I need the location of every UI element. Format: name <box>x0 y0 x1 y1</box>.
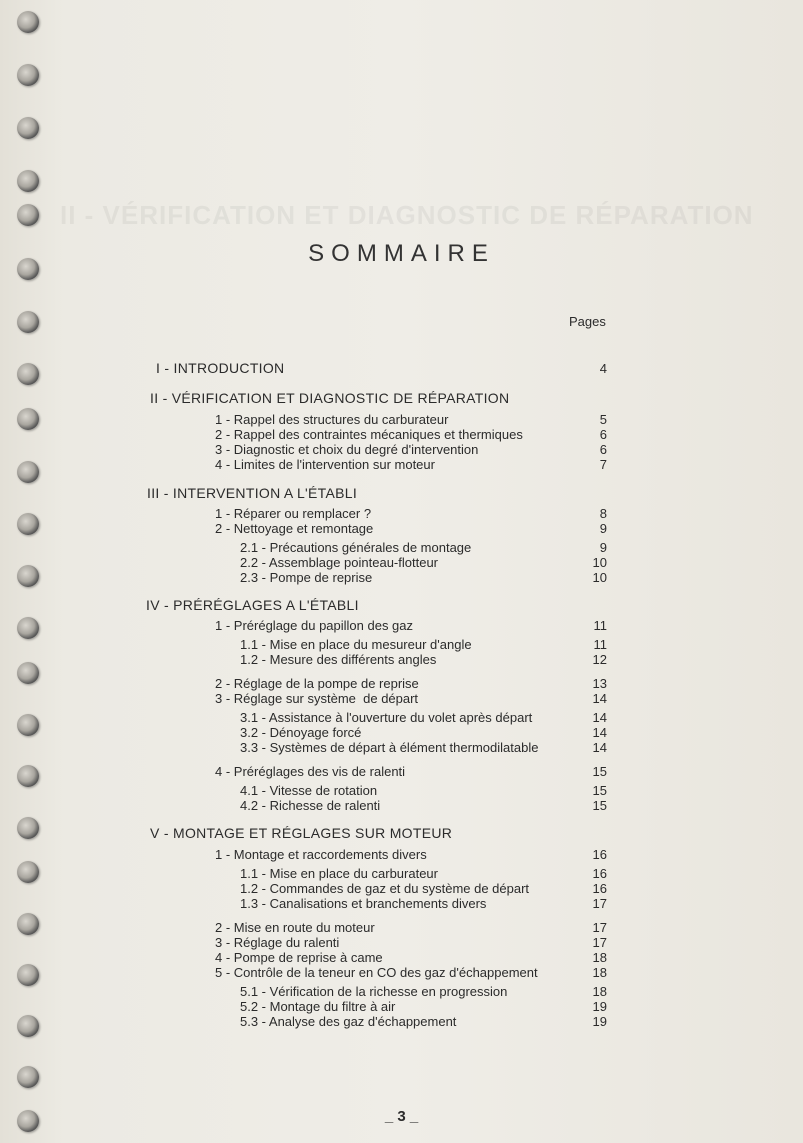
binding-hole <box>17 617 39 639</box>
toc-page-number: 17 <box>592 896 607 911</box>
toc-page-number: 13 <box>592 676 607 691</box>
toc-page-number: 11 <box>593 618 607 633</box>
binding-hole <box>17 117 39 139</box>
toc-entry: 1 - Montage et raccordements divers <box>215 847 427 862</box>
toc-page-number: 19 <box>592 999 607 1014</box>
toc-page-number: 14 <box>592 691 607 706</box>
toc-page-number: 15 <box>592 764 607 779</box>
toc-page-number: 5 <box>599 412 607 427</box>
toc-section-title: IV - PRÉRÉGLAGES A L'ÉTABLI <box>146 597 359 613</box>
toc-entry: 5 - Contrôle de la teneur en CO des gaz d'échappement <box>215 965 538 980</box>
toc-subentry: 2.3 - Pompe de reprise <box>240 570 373 585</box>
binding-hole <box>17 714 39 736</box>
toc-subentry: 3.1 - Assistance à l'ouverture du volet après départ <box>240 710 533 725</box>
toc-subentry: 4.1 - Vitesse de rotation <box>240 783 378 798</box>
binding-hole <box>17 913 39 935</box>
toc-subentry: 4.2 - Richesse de ralenti <box>240 798 381 813</box>
binding-hole <box>17 461 39 483</box>
toc-page-number: 19 <box>592 1014 607 1029</box>
binding-hole <box>17 565 39 587</box>
binding-hole <box>17 311 39 333</box>
toc-entry: 2 - Réglage de la pompe de reprise <box>215 676 419 691</box>
binding-hole <box>17 363 39 385</box>
toc-page-number: 18 <box>592 950 607 965</box>
toc-page-number: 15 <box>592 783 607 798</box>
toc-page-number: 16 <box>592 847 607 862</box>
toc-page-number: 11 <box>593 637 607 652</box>
toc-subentry: 5.1 - Vérification de la richesse en progression <box>240 984 508 999</box>
toc-page-number: 14 <box>592 710 607 725</box>
toc-page-number: 8 <box>599 506 607 521</box>
toc-page-number: 10 <box>592 555 607 570</box>
toc-entry: 4 - Pompe de reprise à came <box>215 950 383 965</box>
toc-subentry: 2.1 - Précautions générales de montage <box>240 540 472 555</box>
toc-entry: 4 - Préréglages des vis de ralenti <box>215 764 406 779</box>
toc-subentry: 1.2 - Commandes de gaz et du système de départ <box>240 881 530 896</box>
toc-subentry: 5.3 - Analyse des gaz d'échappement <box>240 1014 457 1029</box>
toc-subentry: 3.3 - Systèmes de départ à élément thermodilatable <box>240 740 539 755</box>
toc-entry: 3 - Réglage sur système de départ <box>215 691 419 706</box>
binding-hole <box>17 11 39 33</box>
toc-entry: 3 - Réglage du ralenti <box>215 935 340 950</box>
toc-page-number: 7 <box>599 457 607 472</box>
binding-hole <box>17 204 39 226</box>
page-title: SOMMAIRE <box>308 240 495 267</box>
binding-hole <box>17 861 39 883</box>
toc-page-number: 10 <box>592 570 607 585</box>
show-through-text: II - VÉRIFICATION ET DIAGNOSTIC DE RÉPARATION <box>60 200 754 230</box>
toc-entry: 2 - Mise en route du moteur <box>215 920 375 935</box>
binding-hole <box>17 817 39 839</box>
toc-page-number: 16 <box>592 881 607 896</box>
toc-page-number: 14 <box>592 740 607 755</box>
pages-column-header: Pages <box>569 314 606 329</box>
toc-page-number: 15 <box>592 798 607 813</box>
binding-hole <box>17 765 39 787</box>
binding-hole <box>17 170 39 192</box>
toc-page-number: 9 <box>599 521 607 536</box>
toc-page-number: 6 <box>599 442 607 457</box>
toc-entry: 1 - Réparer ou remplacer ? <box>215 506 372 521</box>
toc-page-number: 18 <box>592 965 607 980</box>
toc-page-number: 14 <box>592 725 607 740</box>
toc-page-number: 6 <box>599 427 607 442</box>
toc-page-number: 17 <box>592 935 607 950</box>
toc-page-number: 12 <box>592 652 607 667</box>
binding-hole <box>17 964 39 986</box>
toc-entry: 2 - Nettoyage et remontage <box>215 521 374 536</box>
toc-page-number: 4 <box>599 361 607 376</box>
toc-entry: 1 - Préréglage du papillon des gaz <box>215 618 414 633</box>
toc-subentry: 1.3 - Canalisations et branchements divers <box>240 896 487 911</box>
toc-subentry: 2.2 - Assemblage pointeau-flotteur <box>240 555 439 570</box>
binding-hole <box>17 408 39 430</box>
binding-hole <box>17 1066 39 1088</box>
toc-entry: 1 - Rappel des structures du carburateur <box>215 412 449 427</box>
toc-section-title: III - INTERVENTION A L'ÉTABLI <box>147 485 358 501</box>
toc-page-number: 9 <box>599 540 607 555</box>
toc-subentry: 1.1 - Mise en place du carburateur <box>240 866 438 881</box>
toc-section-title: II - VÉRIFICATION ET DIAGNOSTIC DE RÉPARATION <box>150 390 510 406</box>
toc-entry: 2 - Rappel des contraintes mécaniques et thermiques <box>215 427 523 442</box>
toc-subentry: 3.2 - Dénoyage forcé <box>240 725 362 740</box>
toc-section-title: V - MONTAGE ET RÉGLAGES SUR MOTEUR <box>150 825 453 841</box>
toc-entry: 3 - Diagnostic et choix du degré d'intervention <box>215 442 479 457</box>
toc-entry: 4 - Limites de l'intervention sur moteur <box>215 457 435 472</box>
toc-page-number: 18 <box>592 984 607 999</box>
toc-subentry: 1.1 - Mise en place du mesureur d'angle <box>240 637 472 652</box>
toc-subentry: 1.2 - Mesure des différents angles <box>240 652 437 667</box>
binding-hole <box>17 1015 39 1037</box>
toc-page-number: 17 <box>592 920 607 935</box>
toc-section-title: I - INTRODUCTION <box>156 360 285 376</box>
toc-page-number: 16 <box>592 866 607 881</box>
binding-hole <box>17 513 39 535</box>
toc-subentry: 5.2 - Montage du filtre à air <box>240 999 396 1014</box>
page-number: _ 3 _ <box>384 1108 419 1125</box>
binding-hole <box>17 662 39 684</box>
binding-hole <box>17 64 39 86</box>
binding-holes <box>0 0 60 1143</box>
